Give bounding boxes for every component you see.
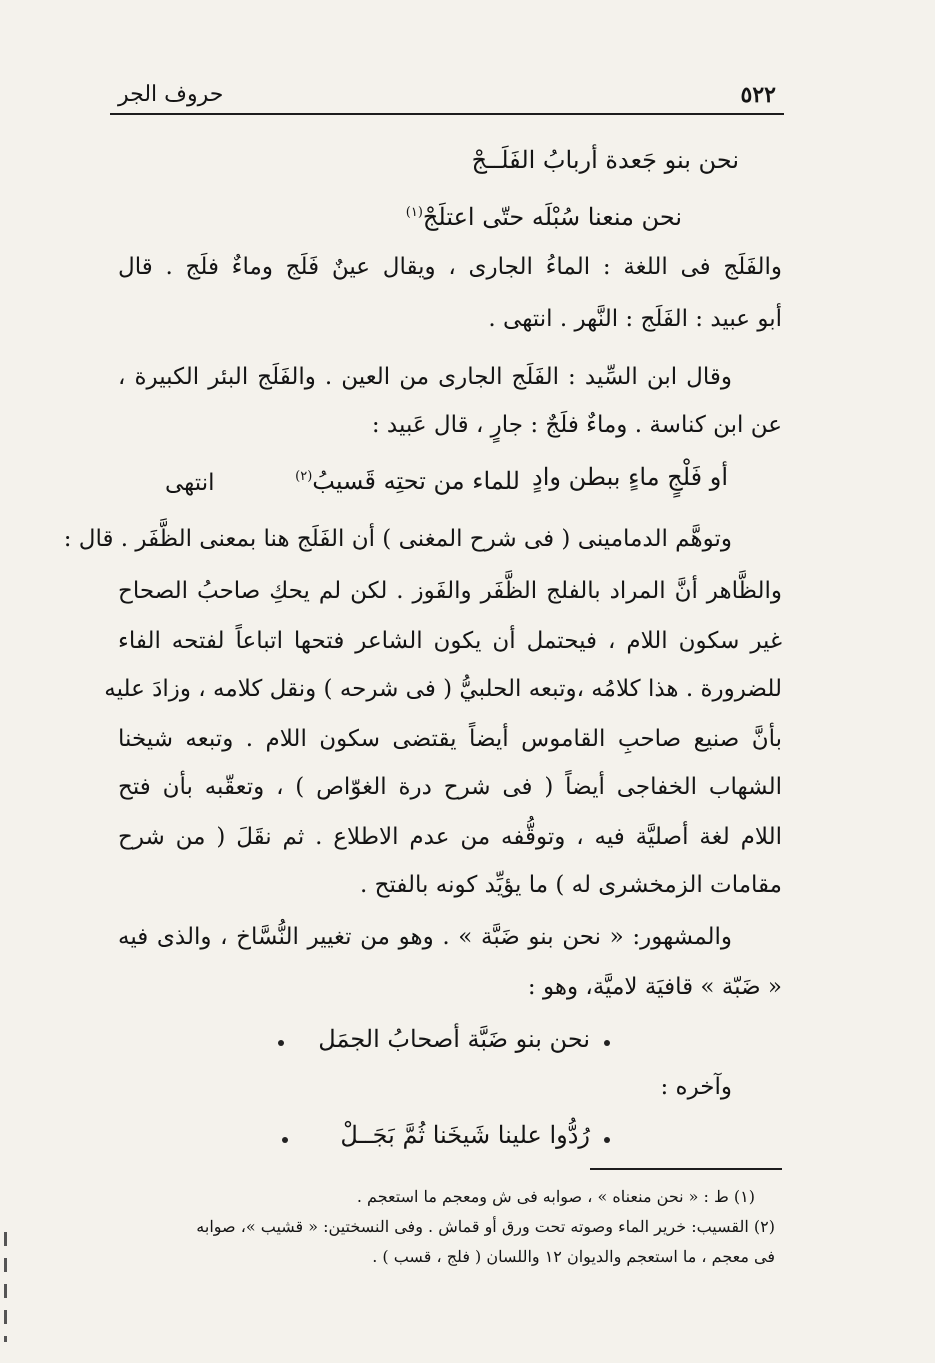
verse-line-2	[406, 196, 682, 234]
verse-4: رُدُّوا علينا شَيخَنا ثُمَّ بَجَــلْ	[340, 1121, 590, 1149]
verse-line-2-text: نحن منعنا سُبْلَه حتّى اعتلَجْ	[422, 203, 682, 231]
paragraph-4-line-2: « ضَبّة » قافيَة لاميَّة، وهو :	[527, 974, 782, 1000]
footnote-ref-1: (١)	[405, 205, 423, 220]
paragraph-2-line-1: وقال ابن السِّيد : الفَلَج الجارى من العين . والفَلَج البئر الكبيرة ،	[118, 364, 732, 390]
page-number: ٥٢٢	[740, 82, 776, 108]
footnote-2-line-2: فى معجم ، ما استعجم والديوان ١٢ واللسان ( فلج ، قسب ) .	[372, 1247, 775, 1266]
paragraph-3-line-7: اللام لغة أصليَّة فيه ، وتوقُّفه من عدم الاطلاع . ثم نقَلَ ( من شرح	[118, 824, 782, 850]
header-rule	[110, 113, 784, 115]
paragraph-3-line-8: مقامات الزمخشرى له ) ما يؤيِّد كونه بالفتح .	[359, 872, 782, 898]
footnote-1: (١) ط : « نحن منعناه » ، صوابه فى ش ومعجم ما استعجم .	[356, 1187, 755, 1206]
paragraph-3-line-4: للضرورة . هذا كلامُه ،وتبعه الحلبيُّ ( فى شرحه ) ونقل كلامه ، وزادَ عليه	[104, 676, 782, 702]
paragraph-1-line-1: والفَلَج فى اللغة : الماءُ الجارى ، ويقال عينٌ فَلَج وماءٌ فلَج . قال	[118, 254, 782, 280]
paragraph-3-line-1: وتوهَّم الدمامينى ( فى شرح المغنى ) أن الفَلَج هنا بمعنى الظَّفَر . قال :	[63, 526, 732, 552]
verse-4-bullet-left	[282, 1137, 288, 1143]
paragraph-3-line-6: الشهاب الخفاجى أيضاً ( فى شرح درة الغوّاص ) ، وتعقّبه بأن فتح	[118, 774, 782, 800]
paragraph-4-line-1: والمشهور: « نحن بنو ضَبَّة » . وهو من تغيير النُّسَّاخ ، والذى فيه	[118, 924, 732, 950]
verse-3-bullet-right	[604, 1040, 610, 1046]
verse-2-right-hemistich: أو فَلْجٍ ماءٍ ببطن وادٍ	[532, 463, 728, 491]
verse-line-1: نحن بنو جَعدة أربابُ الفَلَــجْ	[471, 146, 739, 174]
paragraph-2-line-2: عن ابن كناسة . وماءٌ فلَجٌ : جارٍ ، قال عَبيد :	[371, 412, 782, 438]
paragraph-3-line-2: والظَّاهر أنَّ المراد بالفلج الظَّفَر والفَوز . لكن لم يحكِ صاحبُ الصحاح	[118, 578, 782, 604]
verse-3: نحن بنو ضَبَّة أصحابُ الجمَل	[318, 1025, 590, 1053]
paragraph-3-line-5: بأنَّ صنيع صاحبِ القاموس أيضاً يقتضى سكون اللام . وتبعه شيخنا	[118, 726, 782, 752]
verse-2-left-text: للماء من تحتِه قَسيبُ	[312, 467, 520, 495]
paragraph-1-line-2: أبو عبيد : الفَلَج : النَّهر . انتهى .	[488, 306, 782, 332]
verse-2-left-hemistich	[295, 460, 520, 498]
margin-scan-marks	[4, 1232, 7, 1342]
footnote-2-line-1: (٢) القسيب: خرير الماء وصوته تحت ورق أو قماش . وفى النسختين: « قشيب »، صوابه	[196, 1217, 775, 1236]
paragraph-5: وآخره :	[660, 1074, 732, 1100]
running-title: حروف الجر	[118, 82, 224, 107]
footnote-ref-2: (٢)	[295, 469, 313, 484]
verse-2-end-word: انتهى	[165, 470, 215, 496]
paragraph-3-line-3: غير سكون اللام ، فيحتمل أن يكون الشاعر فتحها اتباعاً لفتحه الفاء	[118, 628, 782, 654]
footnote-rule	[590, 1168, 782, 1170]
verse-4-bullet-right	[604, 1137, 610, 1143]
page-header	[112, 80, 782, 112]
verse-3-bullet-left	[278, 1040, 284, 1046]
